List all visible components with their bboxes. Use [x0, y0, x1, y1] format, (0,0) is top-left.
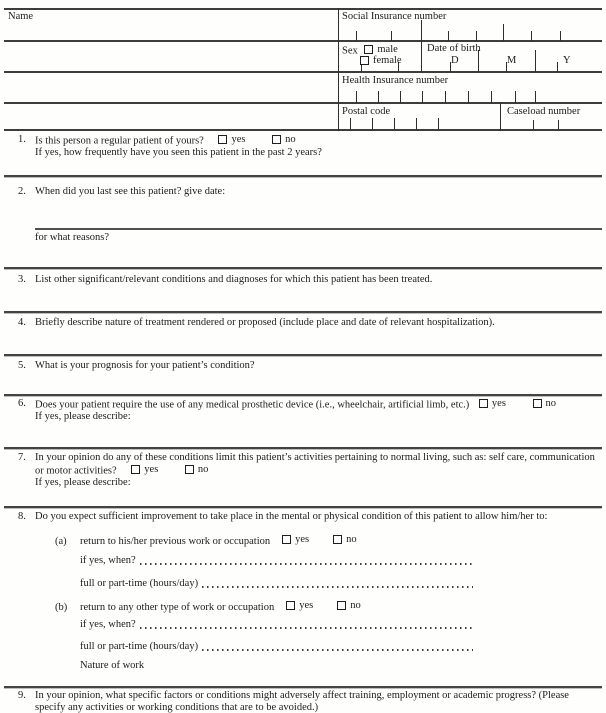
question-8 [18, 511, 598, 523]
dob-day-label: D [451, 55, 459, 66]
dotted-answer-line [202, 586, 473, 588]
sex-field-female [360, 55, 402, 68]
question-8b-when [80, 619, 475, 631]
header-divider [4, 129, 602, 131]
male-label: male [377, 44, 398, 55]
checkbox-icon [131, 465, 140, 474]
checkbox-icon [272, 135, 281, 144]
question-text: What is your prognosis for your patient’s condition? [35, 360, 255, 371]
postal-code-label: Postal code [342, 106, 391, 117]
section-divider [4, 175, 602, 177]
question-number: 4. [18, 317, 26, 328]
question-5 [18, 360, 598, 372]
checkbox-icon [282, 535, 291, 544]
yes-label: yes [144, 463, 159, 475]
when-label: if yes, when? [80, 619, 136, 630]
dob-month-label: M [507, 55, 517, 66]
question-text: List other significant/relevant conditions and diagnoses for which this patient has been treated. [35, 274, 433, 285]
header-divider [4, 71, 602, 73]
q8b-no-checkbox[interactable] [337, 600, 361, 612]
no-label: no [350, 600, 361, 611]
question-text: In your opinion, what specific factors or conditions might adversely affect training, employment or academic progress? (Please specify any activities or working conditions that are to be avoided.) [35, 690, 569, 713]
no-label: no [545, 398, 557, 409]
item-text: return to his/her previous work or occupation [80, 536, 271, 548]
question-2 [18, 186, 598, 198]
caseload-number-label: Caseload number [507, 106, 581, 117]
question-1 [18, 134, 598, 159]
question-number: 3. [18, 274, 26, 285]
yes-label: yes [295, 534, 310, 545]
no-label: no [197, 463, 209, 475]
hours-label: full or part-time (hours/day) [80, 641, 199, 652]
question-8b-hours [80, 641, 475, 653]
dotted-answer-line [202, 649, 473, 651]
dob-label: Date of birth [427, 43, 481, 54]
question-number: 5. [18, 360, 26, 371]
question-8b [55, 600, 475, 614]
section-divider [4, 354, 602, 356]
checkbox-icon [185, 465, 194, 474]
section-divider [4, 267, 602, 269]
question-7 [18, 452, 598, 488]
question-8a [55, 534, 475, 548]
q7-yes-checkbox[interactable] [131, 464, 158, 476]
section-divider [4, 686, 602, 688]
item-label: (a) [55, 536, 67, 548]
question-followup: If yes, please describe: [35, 476, 131, 488]
checkbox-icon [337, 601, 346, 610]
question-3 [18, 274, 598, 286]
question-number: 1. [18, 134, 26, 145]
question-8a-when [80, 555, 475, 567]
question-8a-hours [80, 578, 475, 590]
q7-no-checkbox[interactable] [185, 464, 209, 476]
question-4 [18, 317, 598, 329]
section-divider [4, 506, 602, 508]
header-column-divider [421, 20, 422, 72]
dob-year-label: Y [563, 55, 571, 66]
yes-label: yes [231, 134, 246, 145]
question-number: 7. [18, 452, 26, 463]
question-6 [18, 398, 598, 423]
section-divider [4, 447, 602, 449]
yes-label: yes [491, 398, 506, 409]
when-label: if yes, when? [80, 555, 136, 566]
question-text: Briefly describe nature of treatment rendered or proposed (include place and date of relevant hospitalization). [35, 317, 495, 328]
item-label: (b) [55, 602, 68, 614]
nature-of-work-label: Nature of work [80, 660, 145, 671]
sin-label: Social Insurance number [342, 11, 447, 22]
no-label: no [285, 134, 296, 145]
checkbox-icon [218, 135, 227, 144]
checkbox-icon [364, 45, 373, 54]
question-text: In your opinion do any of these conditions limit this patient’s activities pertaining to normal living, such as: self care, communication or motor activities? [35, 452, 595, 476]
item-text: return to any other type of work or occupation [80, 602, 275, 614]
dotted-answer-line [140, 563, 473, 565]
checkbox-icon [333, 535, 342, 544]
name-label: Name [8, 11, 34, 22]
question-text: Is this person a regular patient of yours? [35, 135, 204, 147]
checkbox-icon [360, 56, 369, 65]
question-followup: If yes, how frequently have you seen this patient in the past 2 years? [35, 147, 322, 159]
question-text: When did you last see this patient? give date: [35, 186, 226, 197]
q6-no-checkbox[interactable] [533, 398, 557, 410]
q8a-no-checkbox[interactable] [333, 534, 357, 546]
section-divider [4, 394, 602, 396]
header-divider [4, 40, 602, 42]
dotted-answer-line [140, 627, 473, 629]
question-number: 6. [18, 398, 26, 409]
female-label: female [373, 55, 402, 66]
no-label: no [346, 534, 357, 545]
checkbox-icon [286, 601, 295, 610]
header-column-divider [338, 8, 339, 131]
female-checkbox[interactable] [360, 55, 402, 67]
q8a-yes-checkbox[interactable] [282, 534, 309, 546]
question-text: Does your patient require the use of any medical prosthetic device (i.e., wheelchair, artificial limb, etc.) [35, 399, 470, 411]
yes-label: yes [299, 600, 314, 611]
question-text: Do you expect sufficient improvement to take place in the mental or physical condition of this patient to allow him/her to: [35, 511, 548, 522]
question-2-followup: for what reasons? [35, 232, 110, 243]
q1-no-checkbox[interactable] [272, 134, 296, 146]
question-9 [18, 690, 598, 713]
question-number: 9. [18, 690, 26, 701]
q6-yes-checkbox[interactable] [479, 398, 506, 410]
header-column-divider [503, 24, 504, 41]
header-divider [4, 102, 602, 104]
section-divider [4, 311, 602, 313]
question-followup: If yes, please describe: [35, 411, 131, 423]
header-divider [4, 8, 602, 10]
question-number: 2. [18, 186, 26, 197]
question-number: 8. [18, 511, 26, 522]
q8b-yes-checkbox[interactable] [286, 600, 313, 612]
checkbox-icon [479, 399, 488, 408]
header-column-divider [500, 102, 501, 131]
sex-label: Sex [342, 45, 358, 57]
checkbox-icon [533, 399, 542, 408]
hours-label: full or part-time (hours/day) [80, 578, 199, 589]
health-insurance-label: Health Insurance number [342, 75, 449, 86]
male-checkbox[interactable] [364, 44, 397, 56]
answer-line [35, 228, 602, 230]
q1-yes-checkbox[interactable] [218, 134, 245, 146]
